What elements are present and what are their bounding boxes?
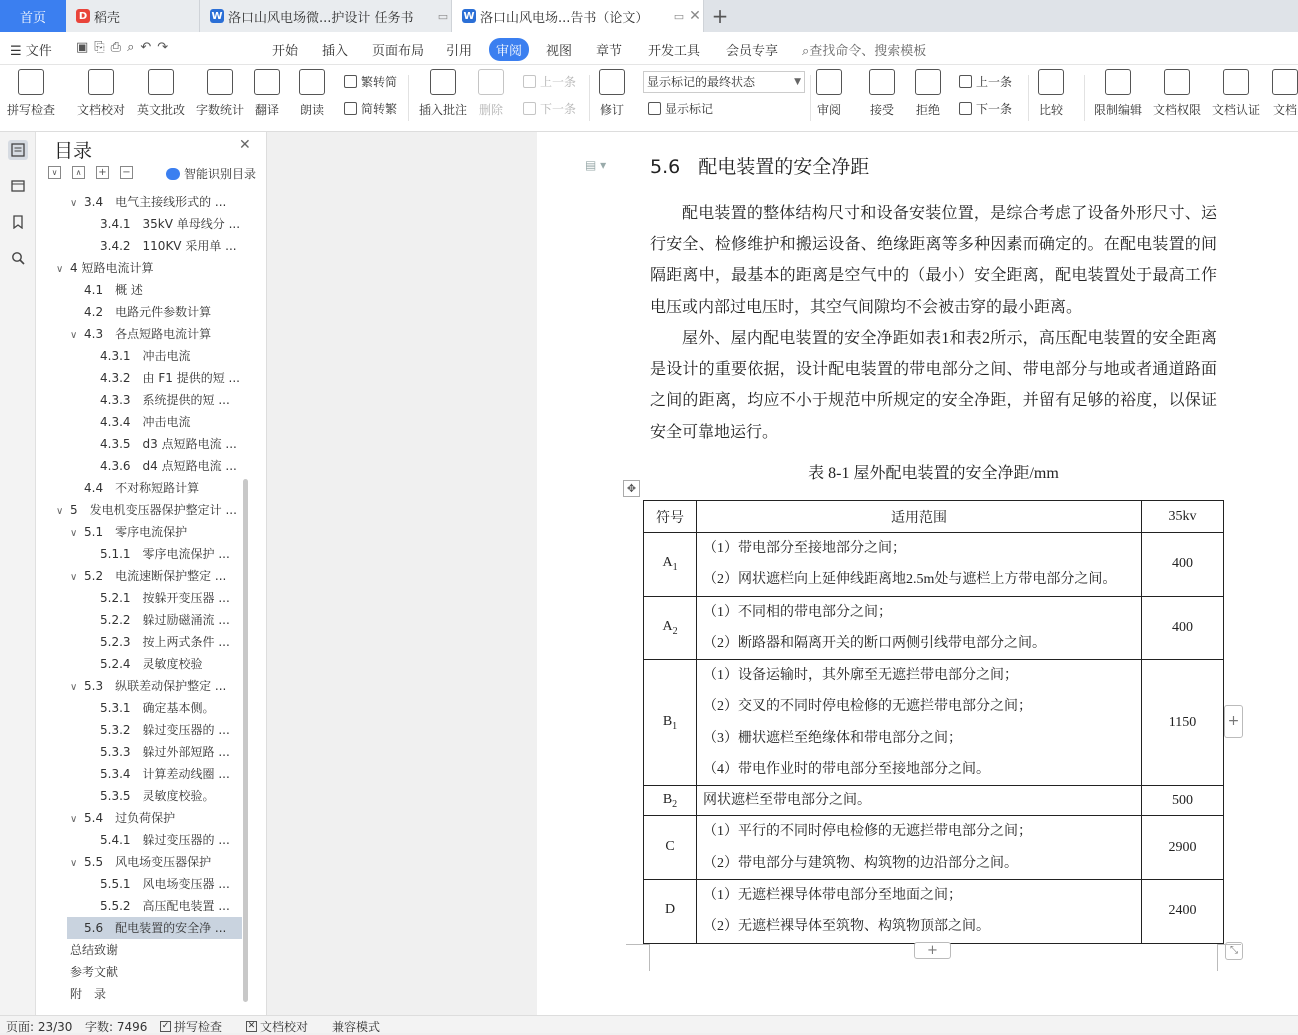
close-tab-icon[interactable]: ✕ (689, 8, 701, 24)
delete-comment-button[interactable] (478, 69, 504, 118)
symbol-subscript: 2 (672, 625, 678, 637)
toc-item-label: 5.1.1 零序电流保护 ... (100, 547, 230, 561)
table-row (644, 596, 1224, 660)
symbol-text: A (662, 555, 673, 571)
scope-line: 网状遮栏至带电部分之间。 (703, 793, 871, 809)
ai-icon (166, 168, 180, 180)
chevron-down-icon[interactable]: ∨ (56, 264, 64, 275)
value-cell[interactable]: 500 (1142, 786, 1224, 816)
scope-line: （4）带电作业时的带电部分至接地部分之间。 (703, 762, 990, 778)
doc-permission-button[interactable] (1153, 69, 1201, 118)
compat-mode: 兼容模式 (332, 1020, 381, 1034)
divider (1028, 75, 1029, 121)
toc-item-label: 5.3.4 计算差动线圈 ... (100, 767, 230, 781)
label: 拒绝 (915, 103, 940, 117)
toc-item-label: 4.3.5 d3 点短路电流 ... (100, 437, 237, 451)
divider (408, 75, 409, 121)
toc-item-label: 4 短路电流计算 (70, 261, 154, 275)
toc-item-label: 4.1 概 述 (84, 283, 143, 297)
toc-item[interactable] (36, 301, 241, 323)
toc-item[interactable] (36, 961, 241, 983)
toc-item-label: 4.3.6 d4 点短路电流 ... (100, 459, 237, 473)
toc-item-label: 5.4.1 躲过变压器的 ... (100, 833, 230, 847)
quick-access-icons[interactable]: ▣⎘⎙⌕↶↷ (76, 40, 175, 55)
prev-change-button[interactable] (959, 73, 1012, 90)
paragraph-1: 配电装置的整体结构尺寸和设备安装位置，是综合考虑了设备外形尺寸、运行安全、检修维护和搬运设备、绝缘距离等多种因素而确定的。在配电装置的间隔距离中，最基本的距离是空气中的（最小）安全距离，配电装置处于最高工作电压或内部过电压时，其空气间隙均不会被击穿的最小距离。 (650, 205, 1217, 316)
toc-item-label: 4.2 电路元件参数计算 (84, 305, 212, 319)
toc-item-label: 5 发电机变压器保护整定计 ... (70, 503, 237, 517)
toc-item-label: 5.6 配电装置的安全净 ... (84, 921, 227, 935)
toc-item-label: 4.4 不对称短路计算 (84, 481, 200, 495)
symbol-cell[interactable] (644, 786, 697, 816)
scope-cell[interactable] (697, 660, 1142, 786)
toc-item[interactable] (36, 411, 241, 433)
scope-line: （3）栅状遮栏至绝缘体和带电部分之间； (703, 730, 962, 746)
toc-item-label: 5.2.3 按上两式条件 ... (100, 635, 230, 649)
toc-item[interactable] (36, 873, 241, 895)
canvas-background (267, 132, 537, 1015)
tab-task-doc[interactable] (200, 0, 452, 32)
heading-text: 配电装置的安全净距 (698, 156, 870, 178)
scope-cell[interactable] (697, 533, 1142, 597)
chevron-down-icon[interactable]: ∨ (70, 682, 78, 693)
toc-item[interactable] (36, 763, 241, 785)
english-icon (148, 69, 174, 95)
toc-item-label: 5.5.2 高压配电装置 ... (100, 899, 230, 913)
tab-docer[interactable] (66, 0, 200, 32)
next-comment-button[interactable] (523, 100, 576, 117)
chevron-down-icon[interactable]: ∨ (56, 506, 64, 517)
close-icon[interactable]: ✕ (239, 137, 251, 153)
word-count-icon (207, 69, 233, 95)
writer-doc-icon: W (463, 10, 475, 22)
english-correct-button[interactable] (137, 69, 185, 118)
toc-item-label: 5.2.4 灵敏度校验 (100, 657, 203, 671)
delete-comment-icon (478, 69, 504, 95)
label: 简转繁 (361, 102, 398, 116)
margin-mark-left (626, 944, 650, 971)
symbol-cell[interactable] (644, 660, 697, 786)
label: 上一条 (540, 75, 577, 89)
label: 限制编辑 (1094, 103, 1143, 117)
window-icon[interactable]: ▭ (437, 9, 449, 23)
doc-cert-button[interactable] (1212, 69, 1260, 118)
prev-icon (523, 75, 536, 88)
toc-item[interactable] (36, 631, 241, 653)
scope-cell[interactable] (697, 786, 1142, 816)
doc-icon (1272, 69, 1298, 95)
section-heading (650, 152, 869, 179)
column-header[interactable]: 符号 (644, 501, 697, 533)
toc-item[interactable] (36, 499, 241, 521)
show-markup-button[interactable] (648, 100, 713, 117)
chevron-down-icon[interactable]: ∨ (70, 198, 78, 209)
toc-item-label: 5.3.1 确定基本侧。 (100, 701, 215, 715)
value-cell[interactable]: 400 (1142, 596, 1224, 660)
spell-check-status[interactable] (160, 1018, 222, 1035)
table-row (644, 786, 1224, 816)
translate-icon (254, 69, 280, 95)
toc-item-label: 5.4 过负荷保护 (84, 811, 176, 825)
label: 修订 (599, 103, 624, 117)
toc-list (36, 191, 246, 1009)
scope-line: （1）平行的不同时停电检修的无遮拦带电部分之间； (703, 824, 1032, 840)
toc-item-label: 4.3.1 冲击电流 (100, 349, 191, 363)
chevron-down-icon[interactable]: ∨ (70, 330, 78, 341)
toc-item[interactable] (36, 565, 241, 587)
status-bar (0, 1015, 1298, 1033)
toc-item-label: 4.3.4 冲击电流 (100, 415, 191, 429)
toc-item[interactable] (36, 455, 241, 477)
scope-cell[interactable] (697, 879, 1142, 943)
menu-bar (0, 32, 1298, 65)
divider (810, 75, 811, 121)
toc-item[interactable] (36, 257, 241, 279)
symbol-text: B (662, 713, 673, 729)
prev-icon (959, 75, 972, 88)
toc-panel (36, 132, 267, 1015)
spell-check-button[interactable] (7, 69, 55, 118)
symbol-text: D (664, 902, 676, 918)
tab-label: 洛口山风电场...告书（论文） (480, 10, 649, 26)
label: 比较 (1038, 103, 1063, 117)
toc-item-label: 5.2.1 按躲开变压器 ... (100, 591, 230, 605)
symbol-cell[interactable] (644, 879, 697, 943)
scope-line: （2）带电部分与建筑物、构筑物的边沿部分之间。 (703, 855, 1018, 871)
toc-icon[interactable] (8, 140, 28, 160)
toc-item[interactable] (36, 345, 241, 367)
read-aloud-icon (299, 69, 325, 95)
toc-item[interactable] (36, 939, 241, 961)
toc-item-label: 5.2 电流速断保护整定 ... (84, 569, 227, 583)
label: 上一条 (976, 75, 1013, 89)
proof-icon (88, 69, 114, 95)
toc-item-label: 3.4.2 110KV 采用单 ... (100, 239, 237, 253)
spell-check-icon (18, 69, 44, 95)
toc-item-label: 5.1 零序电流保护 (84, 525, 188, 539)
review-pane-button[interactable] (816, 69, 842, 118)
toc-item-label: 5.3 纵联差动保护整定 ... (84, 679, 227, 693)
toc-item-label: 5.3.3 躲过外部短路 ... (100, 745, 230, 759)
toc-controls (48, 166, 133, 179)
column-header[interactable]: 适用范围 (697, 501, 1142, 533)
toc-item-label: 5.3.2 躲过变压器的 ... (100, 723, 230, 737)
page-indicator[interactable]: 页面: 23/30 (6, 1020, 73, 1034)
scope-cell[interactable] (697, 596, 1142, 660)
chevron-down-icon[interactable]: ∨ (70, 572, 78, 583)
menu-start[interactable]: 开始 (272, 44, 299, 59)
toc-item[interactable] (36, 653, 241, 675)
search-label: 查找命令、搜索模板 (809, 44, 927, 59)
heading-number: 5.6 (650, 156, 681, 178)
label: 文档认证 (1212, 103, 1261, 117)
menu-developer[interactable]: 开发工具 (648, 44, 701, 59)
value-cell[interactable]: 1150 (1142, 660, 1224, 786)
toc-item-label: 附 录 (70, 987, 107, 1001)
table-row (644, 660, 1224, 786)
chevron-down-icon: ▼ (794, 77, 801, 87)
menu-layout[interactable]: 页面布局 (372, 44, 425, 59)
compare-button[interactable] (1038, 69, 1064, 118)
column-header[interactable]: 35kv (1142, 501, 1224, 533)
label: 繁转简 (361, 75, 398, 89)
toc-item[interactable] (36, 697, 241, 719)
hamburger-icon: ☰ (10, 44, 22, 59)
label: 字数统计 (196, 103, 245, 117)
tab-label: 洛口山风电场微...护设计 任务书 (228, 10, 414, 26)
review-ribbon (0, 65, 1298, 132)
symbol-text: B (662, 791, 673, 807)
tab-label: 稻壳 (94, 10, 121, 26)
prev-comment-button[interactable] (523, 73, 576, 90)
certificate-icon (1223, 69, 1249, 95)
tab-report-doc[interactable] (452, 0, 704, 32)
label: 翻译 (254, 103, 279, 117)
label: 下一条 (540, 102, 577, 116)
add-column-button[interactable]: + (1224, 705, 1243, 738)
heading-options-icon[interactable]: ▤ ▾ (585, 158, 607, 172)
add-heading-icon[interactable]: + (96, 166, 109, 179)
accept-button[interactable] (869, 69, 895, 118)
new-tab-button[interactable]: + (711, 4, 729, 28)
scope-line: （1）不同相的带电部分之间； (703, 604, 892, 620)
scope-line: （2）无遮栏裸导体至筑物、构筑物顶部之间。 (703, 919, 990, 935)
insert-comment-button[interactable] (419, 69, 467, 118)
toc-item[interactable] (36, 785, 241, 807)
menu-view[interactable]: 视图 (546, 44, 573, 59)
file-menu[interactable] (10, 40, 52, 59)
toc-item[interactable] (36, 521, 241, 543)
table-caption: 表 8-1 屋外配电装置的安全净距/mm (808, 465, 1059, 482)
scope-line: （1）设备运输时，其外廓至无遮拦带电部分之间； (703, 668, 1018, 684)
label: 下一条 (976, 102, 1013, 116)
document-page (537, 132, 1298, 1015)
table-row (644, 879, 1224, 943)
menu-insert[interactable]: 插入 (322, 44, 349, 59)
table-header-row (644, 501, 1224, 533)
search-icon[interactable] (8, 248, 28, 268)
add-row-button[interactable]: + (914, 942, 951, 959)
file-label: 文件 (25, 44, 52, 59)
docer-logo-icon: D (76, 9, 90, 23)
show-markup-icon (648, 102, 661, 115)
simp-to-trad-button[interactable] (344, 100, 397, 117)
translate-button[interactable] (254, 69, 280, 118)
label: 朗读 (299, 103, 324, 117)
permission-icon (1164, 69, 1190, 95)
expand-all-icon[interactable]: ∧ (72, 166, 85, 179)
symbol-subscript: 1 (672, 562, 678, 574)
read-aloud-button[interactable] (299, 69, 325, 118)
toc-item[interactable] (36, 587, 241, 609)
toc-item-label: 4.3 各点短路电流计算 (84, 327, 212, 341)
symbol-subscript: 1 (672, 720, 678, 732)
doc-proof-button[interactable] (77, 69, 125, 118)
scope-cell[interactable] (697, 816, 1142, 880)
scope-line: （1）无遮栏裸导体带电部分至地面之间； (703, 887, 962, 903)
symbol-text: C (665, 838, 675, 854)
restrict-edit-button[interactable] (1094, 69, 1142, 118)
bookmark-icon[interactable] (8, 212, 28, 232)
toc-item[interactable] (36, 983, 241, 1005)
reject-button[interactable] (915, 69, 941, 118)
toc-item[interactable] (36, 389, 241, 411)
nav-pane-icon[interactable] (8, 175, 28, 195)
toc-item-label: 4.3.2 由 F1 提供的短 ... (100, 371, 240, 385)
table-row (644, 533, 1224, 597)
word-count[interactable]: 字数: 7496 (85, 1020, 148, 1034)
doc-more-button[interactable] (1272, 69, 1298, 118)
markup-state-select[interactable] (643, 71, 805, 93)
toc-item[interactable] (36, 477, 241, 499)
paragraph-2: 屋外、屋内配电装置的安全净距如表1和表2所示，高压配电装置的安全距离是设计的重要依据，设计配电装置的带电部分之间、带电部分与地或者通道路面之间的距离，均应不小于规范中所规定的安全净距，并留有足够的裕度，以保证安全可靠地运行。 (650, 330, 1217, 441)
toc-item[interactable] (36, 367, 241, 389)
simp-trad-icon (344, 102, 357, 115)
review-pane-icon (816, 69, 842, 95)
toc-item[interactable] (36, 895, 241, 917)
menu-review[interactable]: 审阅 (489, 38, 529, 61)
word-count-button[interactable] (196, 69, 244, 118)
smart-label: 智能识别目录 (184, 167, 257, 181)
toc-item[interactable] (36, 235, 241, 257)
tab-bar (0, 0, 1298, 32)
next-icon (523, 102, 536, 115)
label: 接受 (869, 103, 894, 117)
toc-item-label: 3.4 电气主接线形式的 ... (84, 195, 227, 209)
label: 文档校对 (260, 1020, 309, 1034)
symbol-cell[interactable] (644, 816, 697, 880)
toc-item[interactable] (67, 917, 242, 939)
proof-status-icon: ✕ (247, 1021, 256, 1031)
toc-item[interactable] (36, 675, 241, 697)
toc-item[interactable] (36, 741, 241, 763)
search-icon: ⌕ (802, 44, 810, 59)
doc-proof-status[interactable] (246, 1018, 308, 1035)
scope-line: （1）带电部分至接地部分之间； (703, 541, 906, 556)
symbol-text: A (662, 618, 673, 634)
toc-item-label: 5.2.2 躲过励磁涌流 ... (100, 613, 230, 627)
accept-icon (869, 69, 895, 95)
toc-item[interactable] (36, 609, 241, 631)
left-icon-bar (0, 132, 36, 1015)
select-value: 显示标记的最终状态 (647, 75, 756, 89)
reject-icon (915, 69, 941, 95)
value-cell[interactable]: 2900 (1142, 816, 1224, 880)
toc-item[interactable] (36, 829, 241, 851)
toc-item-label: 参考文献 (70, 965, 119, 979)
toc-item-label: 5.3.5 灵敏度校验。 (100, 789, 215, 803)
remove-heading-icon[interactable]: − (120, 166, 133, 179)
tab-home[interactable]: 首页 (0, 0, 66, 32)
checkbox-icon: ✓ (161, 1021, 170, 1031)
label: 文档校对 (77, 103, 126, 117)
divider (589, 75, 590, 121)
label: 删除 (478, 103, 503, 117)
track-changes-icon (599, 69, 625, 95)
toc-item[interactable] (36, 213, 241, 235)
toc-item[interactable] (36, 323, 241, 345)
lock-doc-icon (1105, 69, 1131, 95)
track-changes-button[interactable] (599, 69, 625, 118)
label: 拼写检查 (7, 103, 56, 117)
collapse-all-icon[interactable]: ∨ (48, 166, 61, 179)
toc-item[interactable] (36, 279, 241, 301)
toc-item[interactable] (36, 719, 241, 741)
toc-item[interactable] (36, 191, 241, 213)
label: 审阅 (816, 103, 841, 117)
margin-mark-right (1217, 944, 1241, 971)
value-cell[interactable]: 2400 (1142, 879, 1224, 943)
toc-item[interactable] (36, 807, 241, 829)
chevron-down-icon[interactable]: ∨ (70, 858, 78, 869)
menu-member[interactable]: 会员专享 (726, 44, 779, 59)
trad-simp-icon (344, 75, 357, 88)
chevron-down-icon[interactable]: ∨ (70, 528, 78, 539)
smart-toc-button[interactable] (166, 165, 256, 182)
next-icon (959, 102, 972, 115)
divider (1084, 75, 1085, 121)
chevron-down-icon[interactable]: ∨ (70, 814, 78, 825)
label: 拼写检查 (174, 1020, 223, 1034)
toc-scrollbar[interactable] (243, 479, 248, 1002)
label: 插入批注 (419, 103, 468, 117)
label: 显示标记 (665, 102, 714, 116)
toc-item-label: 4.3.3 系统提供的短 ... (100, 393, 230, 407)
trad-to-simp-button[interactable] (344, 73, 397, 90)
symbol-cell[interactable] (644, 533, 697, 597)
scope-line: （2）断路器和隔离开关的断口两侧引线带电部分之间。 (703, 635, 1046, 651)
symbol-subscript: 2 (672, 798, 678, 810)
next-change-button[interactable] (959, 100, 1012, 117)
label: 英文批改 (137, 103, 186, 117)
menu-chapter[interactable]: 章节 (596, 44, 623, 59)
label: 文档 (1272, 103, 1297, 117)
table-move-handle[interactable]: ✥ (623, 480, 640, 497)
scope-line: （2）网状遮栏向上延伸线距离地2.5m处与遮栏上方带电部分之间。 (703, 572, 1117, 588)
window-icon[interactable]: ▭ (673, 9, 685, 23)
toc-title: 目录 (54, 140, 93, 162)
menu-reference[interactable]: 引用 (446, 44, 473, 59)
toc-item-label: 总结致谢 (70, 943, 119, 957)
scope-line: （2）交叉的不同时停电检修的无遮拦带电部分之间； (703, 699, 1032, 715)
safety-clearance-table (643, 500, 1224, 944)
toc-item-label: 5.5.1 风电场变压器 ... (100, 877, 230, 891)
writer-doc-icon: W (211, 10, 223, 22)
command-search[interactable] (802, 40, 926, 59)
compare-icon (1038, 69, 1064, 95)
toc-item[interactable] (36, 543, 241, 565)
table-resize-handle[interactable]: ⤡ (1225, 942, 1243, 960)
comment-icon (430, 69, 456, 95)
label: 文档权限 (1153, 103, 1202, 117)
toc-item[interactable] (36, 851, 241, 873)
table-row (644, 816, 1224, 880)
value-cell[interactable]: 400 (1142, 533, 1224, 597)
toc-item[interactable] (36, 433, 241, 455)
toc-item-label: 5.5 风电场变压器保护 (84, 855, 212, 869)
symbol-cell[interactable] (644, 596, 697, 660)
toc-item-label: 3.4.1 35kV 单母线分 ... (100, 217, 241, 231)
